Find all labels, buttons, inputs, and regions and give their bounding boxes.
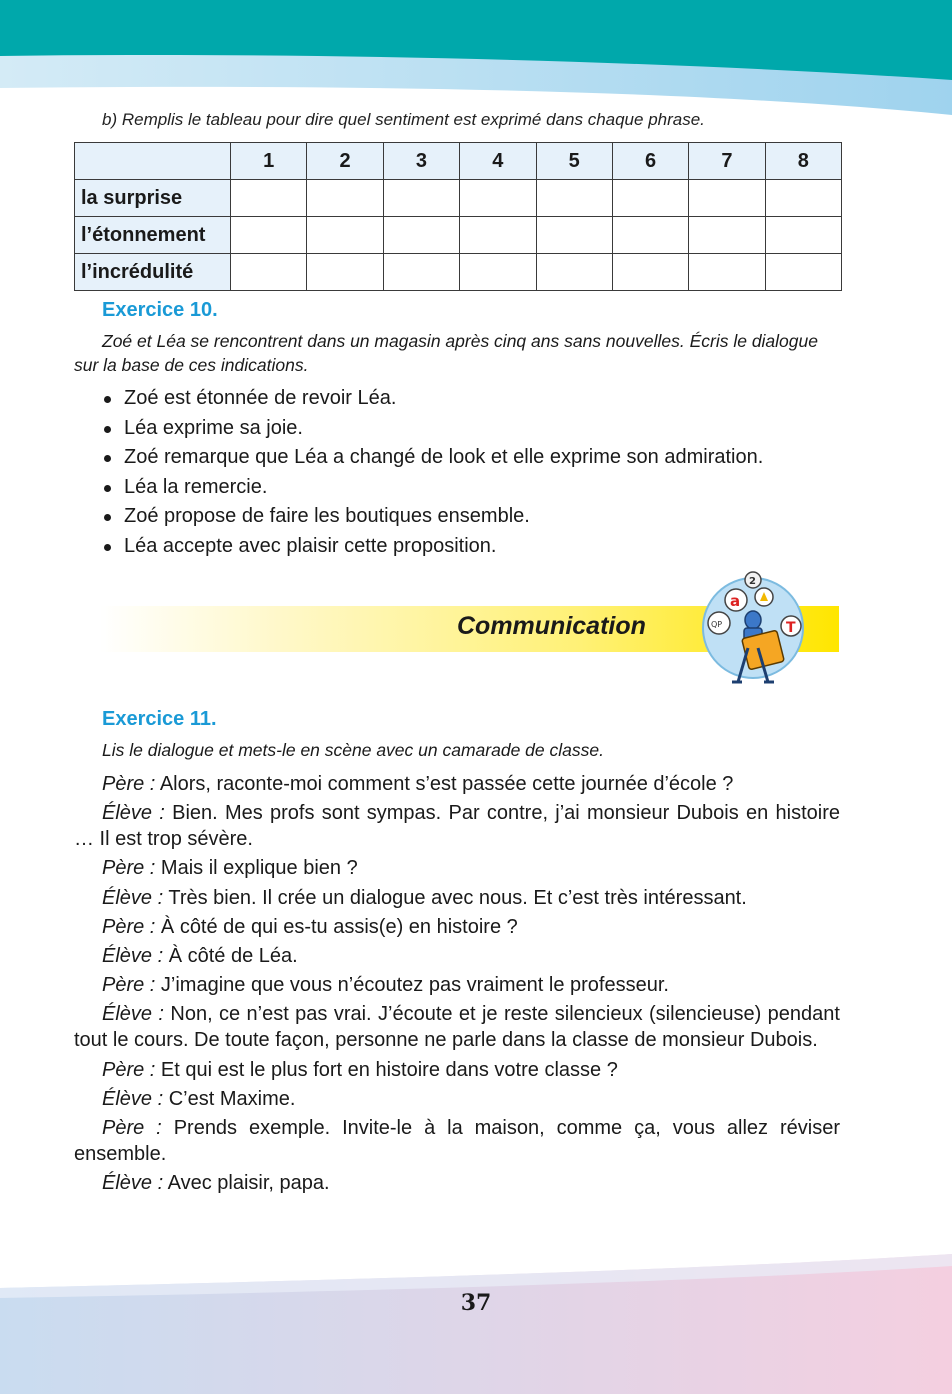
dialogue-line	[74, 914, 840, 940]
dialogue-line	[74, 800, 840, 852]
dialogue-line	[74, 1170, 840, 1196]
table-row	[75, 180, 842, 217]
exercise-10-list	[102, 384, 763, 561]
speaker-label: Père :	[102, 857, 156, 880]
column-header: 8	[765, 143, 841, 180]
exercise-11-title: Exercice 11.	[102, 708, 217, 730]
answer-cell[interactable]	[383, 254, 459, 291]
speaker-label: Élève :	[102, 1172, 164, 1195]
column-header: 4	[460, 143, 536, 180]
dialogue-line	[74, 943, 840, 969]
table-corner-cell	[75, 143, 231, 180]
dialogue-line	[74, 1115, 840, 1167]
dialogue-line	[74, 972, 840, 998]
answer-cell[interactable]	[307, 254, 383, 291]
answer-cell[interactable]	[765, 180, 841, 217]
table-row	[75, 254, 842, 291]
answer-cell[interactable]	[612, 254, 688, 291]
speaker-label: Père :	[102, 1116, 162, 1139]
answer-cell[interactable]	[460, 254, 536, 291]
dialogue-text: Avec plaisir, papa.	[163, 1172, 330, 1195]
dialogue-text: Très bien. Il crée un dialogue avec nous. Et c’est très intéressant.	[163, 886, 747, 909]
list-item: Zoé est étonnée de revoir Léa.	[102, 384, 763, 414]
section-title: Communication	[457, 612, 646, 640]
dialogue-line	[74, 1086, 840, 1112]
column-header: 5	[536, 143, 612, 180]
column-header: 1	[231, 143, 307, 180]
answer-cell[interactable]	[536, 180, 612, 217]
speaker-label: Père :	[102, 773, 156, 795]
dialogue-text: À côté de qui es-tu assis(e) en histoire ?	[155, 915, 518, 938]
speaker-label: Père :	[102, 915, 156, 938]
dialogue-text: J’imagine que vous n’écoutez pas vraiment le professeur.	[155, 974, 669, 997]
page-number: 37	[460, 1290, 492, 1316]
speaker-label: Père :	[102, 1058, 156, 1081]
speaker-label: Élève :	[102, 944, 164, 967]
answer-cell[interactable]	[231, 254, 307, 291]
exercise-10-instruction: Zoé et Léa se rencontrent dans un magasin après cinq ans sans nouvelles. Écris le dialogue sur la base de ces indications.	[74, 331, 818, 375]
list-item: Léa la remercie.	[102, 473, 763, 503]
list-item: Léa accepte avec plaisir cette proposition.	[102, 532, 763, 562]
dialogue	[74, 771, 840, 1199]
row-label: l’incrédulité	[75, 254, 231, 291]
svg-text:T: T	[786, 620, 796, 636]
table-instruction: b) Remplis le tableau pour dire quel sentiment est exprimé dans chaque phrase.	[102, 110, 705, 129]
table-row	[75, 217, 842, 254]
answer-cell[interactable]	[689, 217, 765, 254]
dialogue-text: C’est Maxime.	[163, 1087, 296, 1110]
answer-cell[interactable]	[765, 254, 841, 291]
answer-cell[interactable]	[460, 217, 536, 254]
dialogue-text: À côté de Léa.	[163, 944, 298, 967]
answer-cell[interactable]	[765, 217, 841, 254]
answer-cell[interactable]	[460, 180, 536, 217]
speaker-label: Élève :	[102, 886, 164, 909]
student-with-letters-icon	[698, 570, 808, 688]
top-header-band	[0, 0, 952, 120]
dialogue-text: Alors, raconte-moi comment s’est passée cette journée d’école ?	[155, 773, 734, 795]
svg-text:2: 2	[749, 576, 756, 587]
dialogue-text: Bien. Mes profs sont sympas. Par contre, j’ai monsieur Dubois en histoire … Il est trop sévère.	[74, 802, 840, 851]
row-label: l’étonnement	[75, 217, 231, 254]
dialogue-line	[74, 855, 840, 881]
row-label: la surprise	[75, 180, 231, 217]
speaker-label: Père :	[102, 974, 156, 997]
speaker-label: Élève :	[102, 802, 165, 825]
answer-cell[interactable]	[689, 180, 765, 217]
answer-cell[interactable]	[383, 180, 459, 217]
dialogue-text: Mais il explique bien ?	[155, 857, 358, 880]
svg-text:a: a	[730, 592, 741, 610]
speaker-label: Élève :	[102, 1087, 164, 1110]
column-header: 6	[612, 143, 688, 180]
answer-cell[interactable]	[231, 180, 307, 217]
exercise-11-instruction: Lis le dialogue et mets-le en scène avec un camarade de classe.	[102, 740, 604, 760]
bottom-footer-band	[0, 1240, 952, 1394]
answer-cell[interactable]	[231, 217, 307, 254]
list-item: Léa exprime sa joie.	[102, 414, 763, 444]
speaker-label: Élève :	[102, 1003, 164, 1026]
answer-cell[interactable]	[612, 217, 688, 254]
column-header: 3	[383, 143, 459, 180]
column-header: 7	[689, 143, 765, 180]
column-header: 2	[307, 143, 383, 180]
sentiment-table	[74, 142, 842, 291]
svg-text:QP: QP	[711, 620, 723, 629]
answer-cell[interactable]	[383, 217, 459, 254]
list-item: Zoé propose de faire les boutiques ensemble.	[102, 502, 763, 532]
answer-cell[interactable]	[536, 254, 612, 291]
dialogue-line	[74, 771, 840, 797]
table-header-row	[75, 143, 842, 180]
answer-cell[interactable]	[536, 217, 612, 254]
dialogue-text: Non, ce n’est pas vrai. J’écoute et je reste silencieux (silencieuse) pendant tout le cours. De toute façon, personne ne parle dans la classe de monsieur Dubois.	[74, 1003, 840, 1052]
dialogue-text: Prends exemple. Invite-le à la maison, comme ça, vous allez réviser ensemble.	[74, 1116, 841, 1165]
answer-cell[interactable]	[689, 254, 765, 291]
dialogue-line	[74, 1057, 840, 1083]
dialogue-text: Et qui est le plus fort en histoire dans votre classe ?	[155, 1058, 618, 1081]
dialogue-line	[74, 1001, 840, 1053]
dialogue-line	[74, 885, 840, 911]
answer-cell[interactable]	[307, 217, 383, 254]
answer-cell[interactable]	[612, 180, 688, 217]
exercise-10-title: Exercice 10.	[102, 299, 218, 321]
list-item: Zoé remarque que Léa a changé de look et elle exprime son admiration.	[102, 443, 763, 473]
answer-cell[interactable]	[307, 180, 383, 217]
